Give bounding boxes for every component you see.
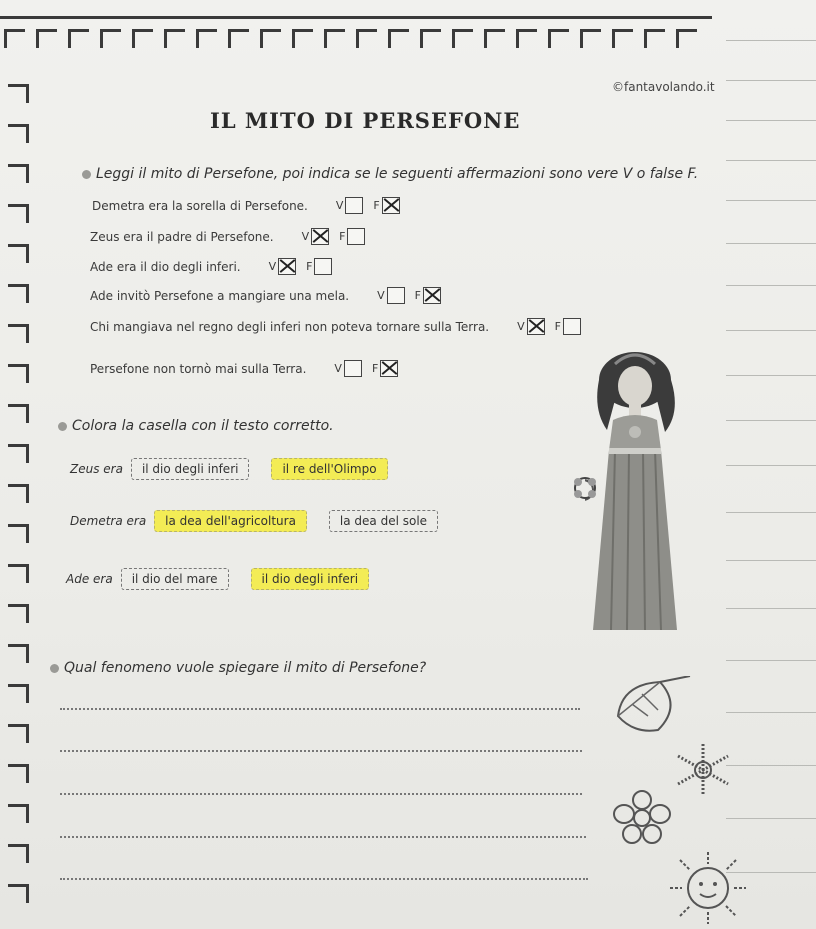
greek-key-border-left [0,56,42,929]
true-false-item [92,197,400,214]
true-label: V [377,289,385,302]
greek-key-segment [8,524,29,543]
ruled-line [726,420,816,421]
answer-line-4[interactable] [60,836,586,838]
false-label: F [306,260,313,273]
false-label: F [339,230,346,243]
greek-key-segment [612,29,633,48]
greek-key-segment [4,29,25,48]
greek-key-segment [8,204,29,223]
choice-row [70,458,410,480]
ruled-line [726,375,816,376]
greek-key-segment [580,29,601,48]
greek-key-segment [8,644,29,663]
statement-text: Ade era il dio degli inferi. [90,259,241,274]
statement-text: Ade invitò Persefone a mangiare una mela. [90,288,350,303]
ruled-line [726,512,816,513]
greek-key-segment [132,29,153,48]
leaf-icon [612,676,694,738]
greek-key-segment [452,29,473,48]
answer-line-5[interactable] [60,878,588,880]
ruled-line [726,80,816,81]
choice-subject: Zeus era [70,462,123,476]
greek-key-segment [8,324,29,343]
ruled-line [726,560,816,561]
true-label: V [301,230,310,243]
true-checkbox[interactable] [311,228,329,245]
site-credit: ©fantavolando.it [612,80,715,94]
flower-wreath-icon [568,474,602,502]
statement-text: Persefone non tornò mai sulla Terra. [90,361,307,376]
choice-row [66,568,391,590]
choice-subject: Ade era [66,572,113,586]
true-checkbox[interactable] [345,197,363,214]
ruled-line [726,330,816,331]
greek-key-segment [8,684,29,703]
greek-key-segment [8,844,29,863]
greek-key-segment [484,29,505,48]
greek-key-segment [292,29,313,48]
false-label: F [373,199,380,212]
true-false-item [90,287,441,304]
bullet-icon [50,664,59,673]
bullet-icon [82,170,91,179]
false-checkbox[interactable] [423,287,441,304]
greek-key-segment [260,29,281,48]
greek-key-segment [420,29,441,48]
answer-line-3[interactable] [60,793,582,795]
greek-key-segment [8,484,29,503]
false-checkbox[interactable] [563,318,581,335]
answer-line-2[interactable] [60,750,582,752]
true-checkbox[interactable] [527,318,545,335]
true-label: V [517,320,525,333]
greek-key-segment [516,29,537,48]
true-false-item [90,318,581,335]
true-false-item [90,258,332,275]
choice-subject: Demetra era [70,514,147,528]
greek-key-segment [8,724,29,743]
greek-key-segment [8,404,29,423]
greek-key-segment [196,29,217,48]
page-title: IL MITO DI PERSEFONE [210,108,521,133]
snowflake-icon [670,740,736,800]
greek-key-segment [8,444,29,463]
bullet-icon [58,422,67,431]
statement-text: Demetra era la sorella di Persefone. [92,198,308,213]
greek-key-segment [324,29,345,48]
choice-row [70,510,460,532]
flower-icon [610,790,674,846]
greek-key-segment [164,29,185,48]
ruled-line [726,40,816,41]
false-label: F [414,289,421,302]
ruled-line [726,712,816,713]
true-label: V [268,260,277,273]
greek-key-segment [8,564,29,583]
ruled-line [726,200,816,201]
choice-option[interactable]: il re dell'Olimpo [271,458,387,480]
greek-key-border-top [0,16,712,59]
greek-key-segment [36,29,57,48]
statement-text: Chi mangiava nel regno degli inferi non poteva tornare sulla Terra. [90,319,490,334]
ruled-line [726,660,816,661]
false-checkbox[interactable] [314,258,332,275]
ruled-line [726,465,816,466]
greek-key-segment [8,124,29,143]
answer-line-1[interactable] [60,708,580,710]
greek-key-segment [388,29,409,48]
greek-key-segment [8,804,29,823]
ruled-line [726,608,816,609]
statement-text: Zeus era il padre di Persefone. [90,229,274,244]
greek-key-segment [676,29,697,48]
true-false-item [90,360,398,377]
choice-option[interactable]: la dea dell'agricoltura [154,510,307,532]
true-false-item [90,228,365,245]
greek-key-segment [644,29,665,48]
greek-key-segment [8,364,29,383]
greek-key-segment [8,84,29,103]
false-checkbox[interactable] [380,360,398,377]
greek-key-segment [228,29,249,48]
greek-key-segment [8,604,29,623]
ruled-line [726,818,816,819]
sun-icon [668,850,748,924]
ruled-line [726,160,816,161]
greek-key-segment [68,29,89,48]
false-checkbox[interactable] [382,197,400,214]
instruction-true-false: Leggi il mito di Persefone, poi indica se le seguenti affermazioni sono vere V o false F. [82,166,698,182]
instruction-color-box: Colora la casella con il testo corretto. [58,418,334,434]
true-label: V [335,199,344,212]
false-label: F [554,320,561,333]
ruled-line [726,285,816,286]
false-label: F [371,362,379,375]
greek-key-segment [356,29,377,48]
true-label: V [334,362,342,375]
greek-key-segment [100,29,121,48]
greek-key-segment [8,884,29,903]
false-checkbox[interactable] [347,228,365,245]
true-checkbox[interactable] [387,287,405,304]
greek-key-segment [8,244,29,263]
choice-option[interactable]: il dio del mare [121,568,229,590]
choice-option[interactable]: la dea del sole [329,510,438,532]
true-checkbox[interactable] [278,258,296,275]
ruled-line [726,243,816,244]
true-checkbox[interactable] [344,360,362,377]
greek-key-segment [8,284,29,303]
greek-key-segment [8,764,29,783]
ruled-line [726,765,816,766]
ruled-line [726,120,816,121]
choice-option[interactable]: il dio degli inferi [131,458,250,480]
greek-key-segment [548,29,569,48]
choice-option[interactable]: il dio degli inferi [251,568,370,590]
instruction-question: Qual fenomeno vuole spiegare il mito di Persefone? [50,660,426,676]
greek-key-segment [8,164,29,183]
